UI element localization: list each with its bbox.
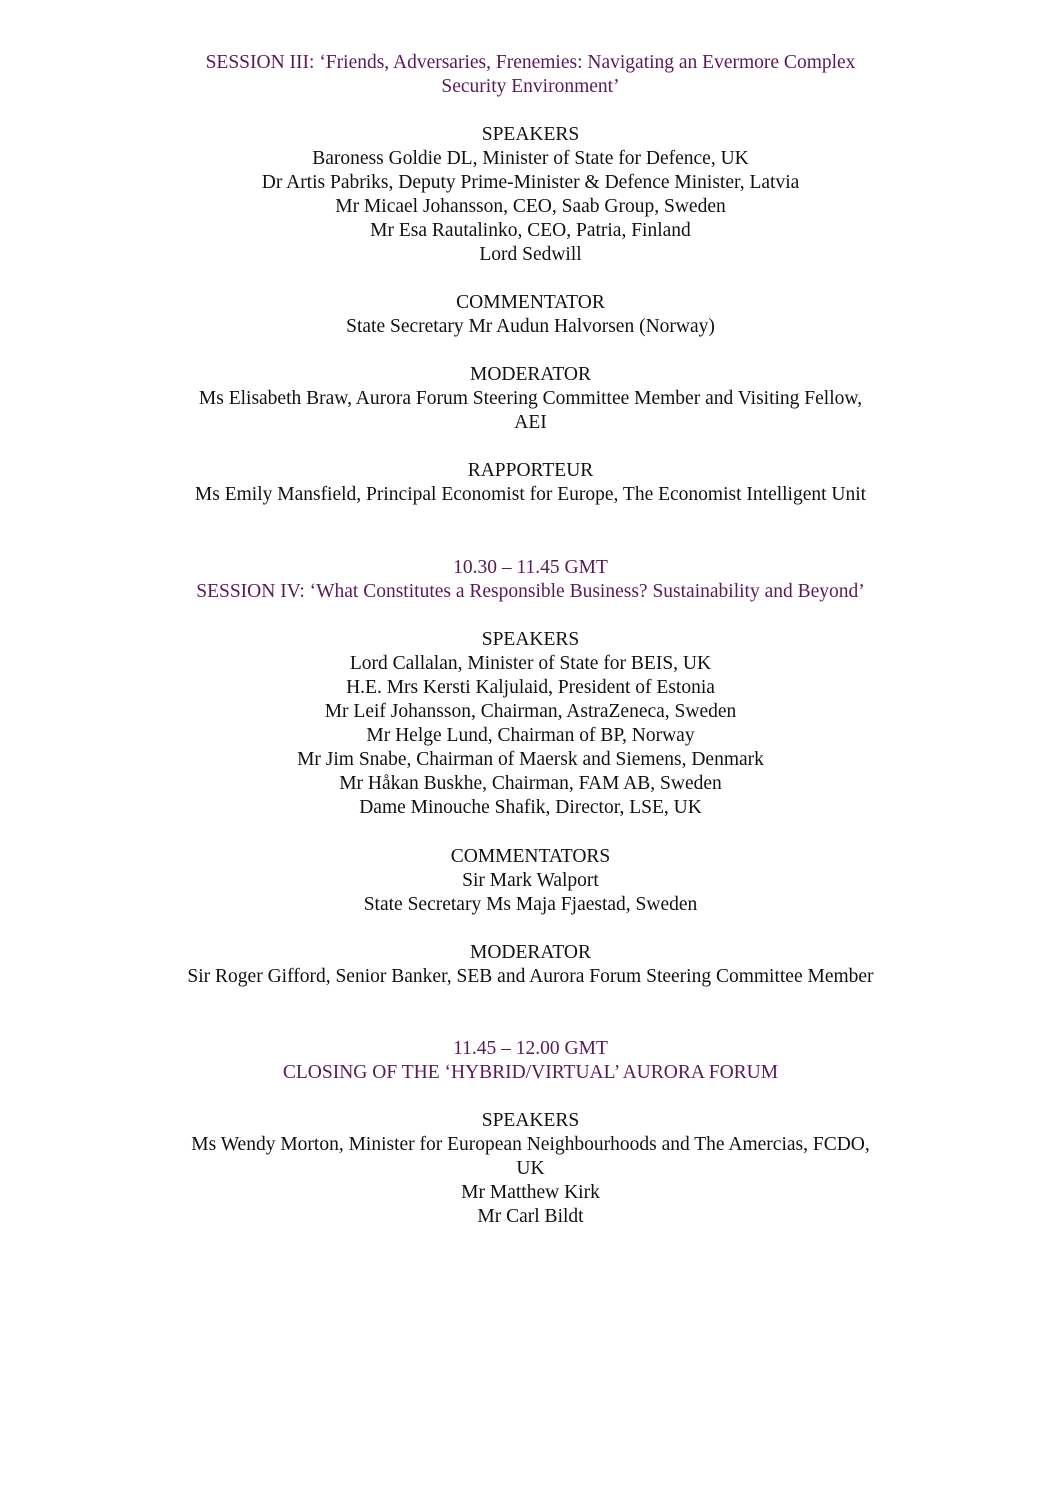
session4-speaker: Mr Håkan Buskhe, Chairman, FAM AB, Sweden — [339, 773, 722, 794]
session4-time: 10.30 – 11.45 GMT — [453, 557, 608, 578]
session3-moderator-heading: MODERATOR — [470, 364, 591, 385]
session3-commentator: State Secretary Mr Audun Halvorsen (Norway) — [346, 316, 715, 337]
session3-rapporteur-heading: RAPPORTEUR — [467, 460, 594, 481]
session3-title-line1: SESSION III: ‘Friends, Adversaries, Frenemies: Navigating an Evermore Complex — [205, 52, 856, 73]
session3-speaker: Baroness Goldie DL, Minister of State for Defence, UK — [312, 148, 749, 169]
session4-commentator: State Secretary Ms Maja Fjaestad, Sweden — [363, 894, 698, 915]
closing-time: 11.45 – 12.00 GMT — [453, 1038, 608, 1059]
session4-speakers-heading: SPEAKERS — [481, 629, 580, 650]
session3-speaker: Dr Artis Pabriks, Deputy Prime-Minister & Defence Minister, Latvia — [261, 172, 800, 193]
closing-speaker: Mr Matthew Kirk — [461, 1182, 600, 1203]
session3-speaker: Mr Esa Rautalinko, CEO, Patria, Finland — [370, 220, 691, 241]
closing-speaker-line1: Ms Wendy Morton, Minister for European Neighbourhoods and The Amercias, FCDO, — [191, 1134, 870, 1155]
session3-moderator-line1: Ms Elisabeth Braw, Aurora Forum Steering Committee Member and Visiting Fellow, — [198, 388, 863, 409]
session3-speaker: Lord Sedwill — [479, 244, 582, 265]
session4-speaker: Dame Minouche Shafik, Director, LSE, UK — [359, 797, 702, 818]
session3-title-line2: Security Environment’ — [441, 76, 620, 97]
closing-speakers-heading: SPEAKERS — [481, 1110, 580, 1131]
session3-speaker: Mr Micael Johansson, CEO, Saab Group, Sweden — [335, 196, 726, 217]
session3-rapporteur: Ms Emily Mansfield, Principal Economist for Europe, The Economist Intelligent Unit — [194, 484, 867, 505]
session4-speaker: Mr Jim Snabe, Chairman of Maersk and Siemens, Denmark — [297, 749, 764, 770]
closing-title: CLOSING OF THE ‘HYBRID/VIRTUAL’ AURORA FORUM — [282, 1062, 779, 1083]
session3-moderator-line2: AEI — [514, 412, 547, 433]
session3-speakers-heading: SPEAKERS — [481, 124, 580, 145]
closing-speaker-line2: UK — [516, 1158, 545, 1179]
session4-moderator-heading: MODERATOR — [470, 942, 591, 963]
session3-commentator-heading: COMMENTATOR — [456, 292, 605, 313]
closing-speaker: Mr Carl Bildt — [477, 1206, 584, 1227]
session4-moderator: Sir Roger Gifford, Senior Banker, SEB and Aurora Forum Steering Committee Member — [187, 966, 874, 987]
session4-title: SESSION IV: ‘What Constitutes a Responsible Business? Sustainability and Beyond’ — [196, 581, 865, 602]
session4-speaker: H.E. Mrs Kersti Kaljulaid, President of Estonia — [346, 677, 715, 698]
session4-commentators-heading: COMMENTATORS — [450, 846, 611, 867]
session4-commentator: Sir Mark Walport — [462, 870, 599, 891]
session4-speaker: Mr Helge Lund, Chairman of BP, Norway — [366, 725, 695, 746]
session4-speaker: Lord Callalan, Minister of State for BEIS, UK — [349, 653, 712, 674]
session4-speaker: Mr Leif Johansson, Chairman, AstraZeneca, Sweden — [324, 701, 737, 722]
